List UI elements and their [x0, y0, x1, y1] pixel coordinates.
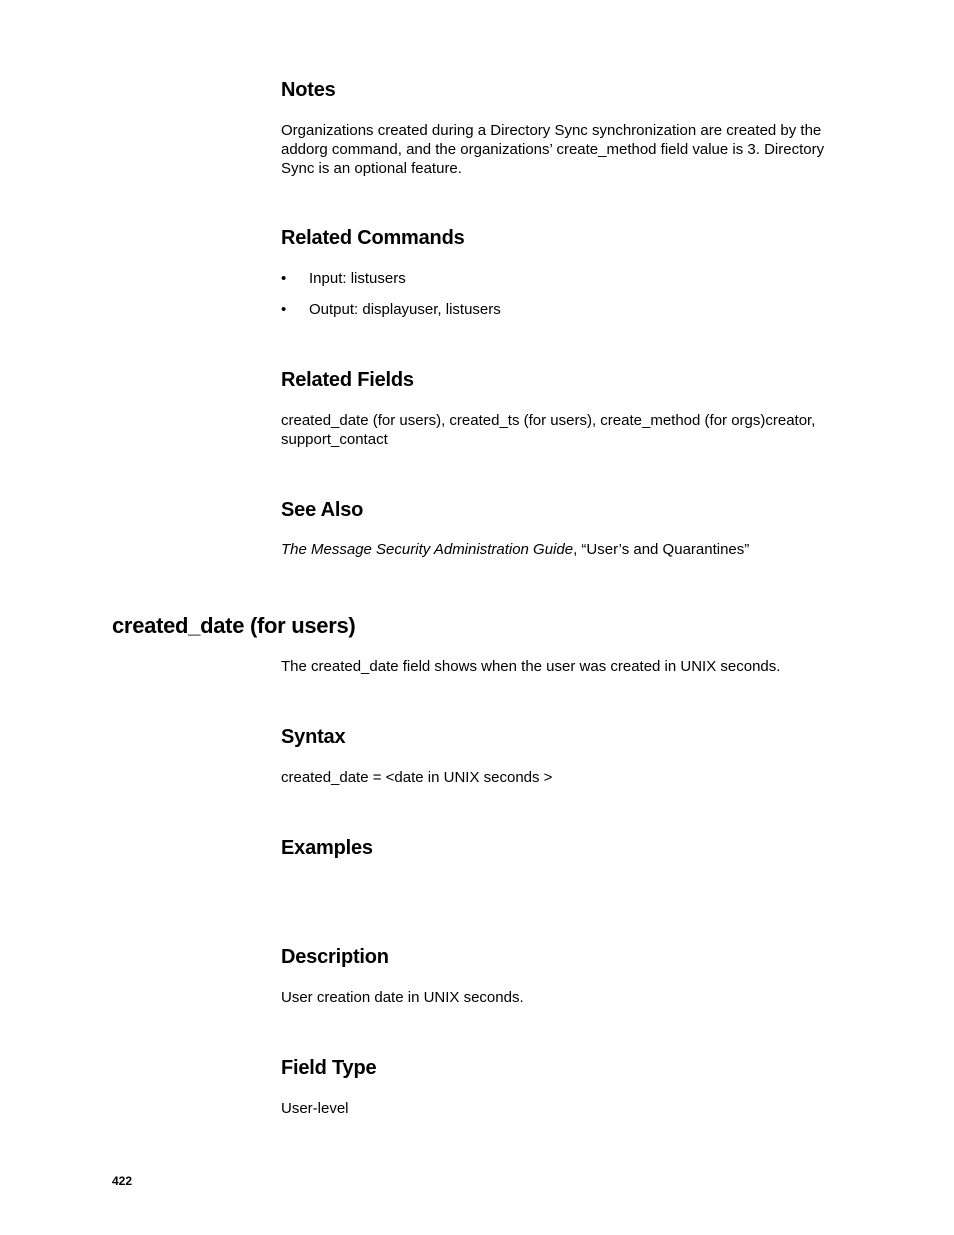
- section-title: created_date (for users): [112, 613, 356, 638]
- description-body: User creation date in UNIX seconds.: [281, 989, 524, 1006]
- field-type-body: User-level: [281, 1100, 349, 1117]
- notes-heading: Notes: [281, 79, 336, 101]
- guide-title: The Message Security Administration Guide: [281, 541, 574, 558]
- description-heading: Description: [281, 946, 389, 968]
- related-commands-heading: Related Commands: [281, 227, 465, 249]
- related-fields-body: created_date (for users), created_ts (for users), create_method (for orgs)creator, support_contact: [281, 412, 816, 448]
- field-type-heading: Field Type: [281, 1057, 377, 1079]
- syntax-heading: Syntax: [281, 726, 346, 748]
- syntax-body: created_date = <date in UNIX seconds >: [281, 769, 553, 786]
- see-also-heading: See Also: [281, 499, 364, 521]
- bullet-icon: •: [281, 301, 287, 318]
- page-number: 422: [112, 1174, 133, 1188]
- examples-heading: Examples: [281, 837, 373, 859]
- related-fields-heading: Related Fields: [281, 369, 414, 391]
- see-also-rest: , “User’s and Quarantines”: [573, 541, 750, 558]
- bullet-icon: •: [281, 270, 287, 287]
- section-intro: The created_date field shows when the user was created in UNIX seconds.: [281, 658, 781, 675]
- list-item-text: Output: displayuser, listusers: [309, 301, 501, 318]
- notes-body: Organizations created during a Directory Sync synchronization are created by the addorg command, and the organizations’ create_method field value is 3. Directory Sync is an optional feature.: [281, 122, 825, 177]
- see-also-body: [281, 540, 846, 559]
- list-item-text: Input: listusers: [309, 270, 406, 287]
